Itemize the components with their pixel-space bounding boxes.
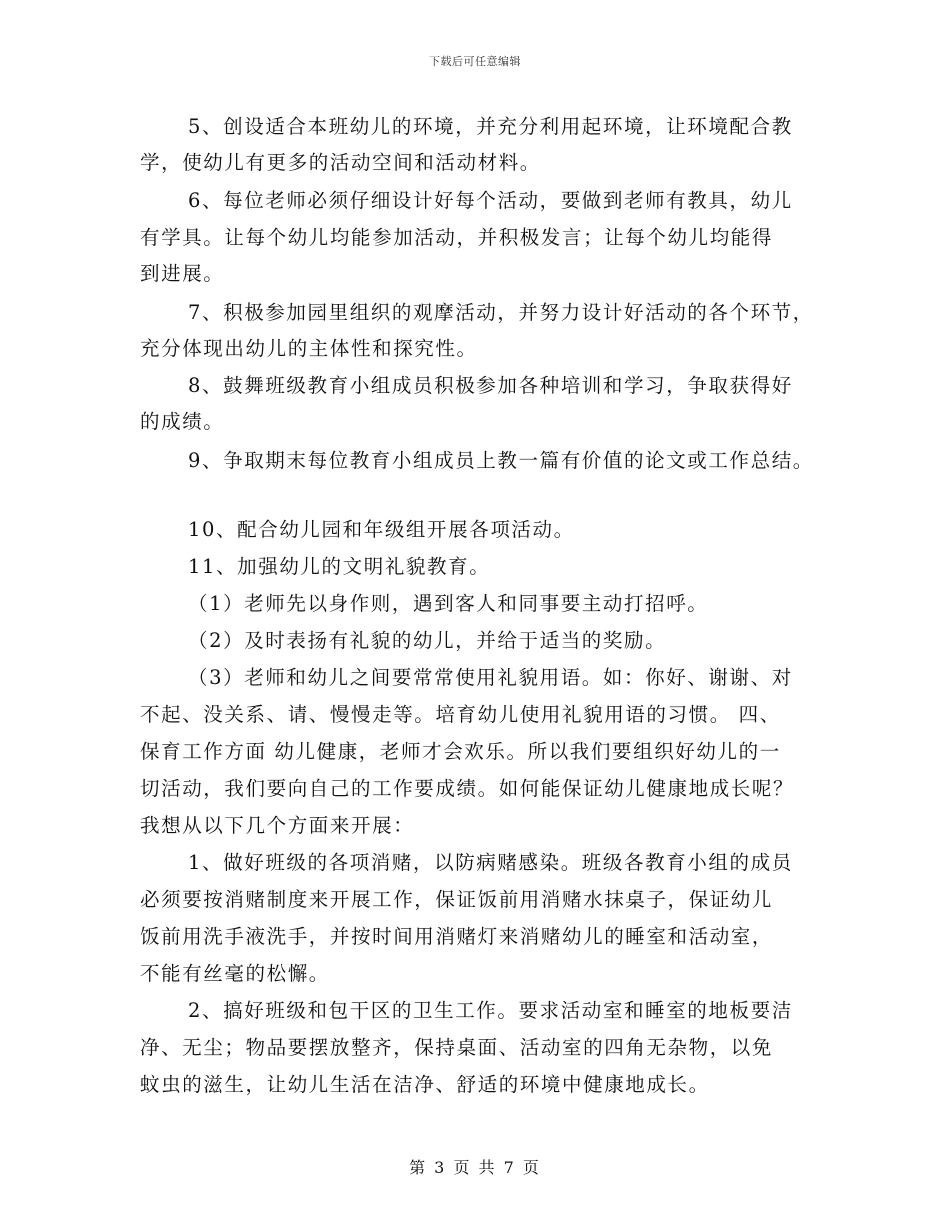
- body-line: （1）老师先以身作则，遇到客人和同事要主动打招呼。: [188, 592, 709, 615]
- body-line: 的成绩。: [140, 410, 225, 433]
- body-line: 8、鼓舞班级教育小组成员积极参加各种培训和学习，争取获得好: [188, 374, 793, 397]
- body-line: 学，使幼儿有更多的活动空间和活动材料。: [140, 151, 541, 174]
- body-line: 到进展。: [140, 262, 225, 285]
- body-line: 2、搞好班级和包干区的卫生工作。要求活动室和睡室的地板要洁: [188, 999, 793, 1022]
- page-number: 第 3 页 共 7 页: [409, 1158, 541, 1177]
- body-line: 有学具。让每个幼儿均能参加活动，并积极发言；让每个幼儿均能得: [140, 226, 774, 249]
- body-line: （3）老师和幼儿之间要常常使用礼貌用语。如：你好、谢谢、对: [188, 666, 793, 689]
- body-line: 9、争取期末每位教育小组成员上教一篇有价值的论文或工作总结。: [188, 449, 814, 472]
- body-line: 必须要按消赌制度来开展工作，保证饭前用消赌水抹桌子，保证幼儿: [140, 888, 774, 911]
- body-line: 饭前用洗手液洗手，并按时间用消赌灯来消赌幼儿的睡室和活动室，: [140, 925, 774, 948]
- body-line: 6、每位老师必须仔细设计好每个活动，要做到老师有教具，幼儿: [188, 189, 793, 212]
- body-line: 5、创设适合本班幼儿的环境，并充分利用起环境，让环境配合教: [188, 115, 793, 138]
- body-line: 保育工作方面 幼儿健康，老师才会欢乐。所以我们要组织好幼儿的一: [140, 740, 781, 763]
- body-line: 1、做好班级的各项消赌，以防病赌感染。班级各教育小组的成员: [188, 851, 793, 874]
- body-line: 不能有丝毫的松懈。: [140, 962, 330, 985]
- body-line: 我想从以下几个方面来开展：: [140, 814, 415, 837]
- body-line: 蚊虫的滋生，让幼儿生活在洁净、舒适的环境中健康地成长。: [140, 1073, 710, 1096]
- body-line: 11、加强幼儿的文明礼貌教育。: [188, 555, 491, 578]
- body-line: 净、无尘；物品要摆放整齐，保持桌面、活动室的四角无杂物，以免: [140, 1036, 774, 1059]
- page-header-note: 下载后可任意编辑: [429, 55, 521, 68]
- body-line: 10、配合幼儿园和年级组开展各项活动。: [188, 518, 575, 541]
- body-line: 充分体现出幼儿的主体性和探究性。: [140, 337, 478, 360]
- body-line: 7、积极参加园里组织的观摩活动，并努力设计好活动的各个环节，: [188, 301, 814, 324]
- body-line: 切活动，我们要向自己的工作要成绩。如何能保证幼儿健康地成长呢？: [140, 777, 795, 800]
- body-line: 不起、没关系、请、慢慢走等。培育幼儿使用礼貌用语的习惯。 四、: [140, 703, 781, 726]
- body-line: （2）及时表扬有礼貌的幼儿，并给于适当的奖励。: [188, 629, 667, 652]
